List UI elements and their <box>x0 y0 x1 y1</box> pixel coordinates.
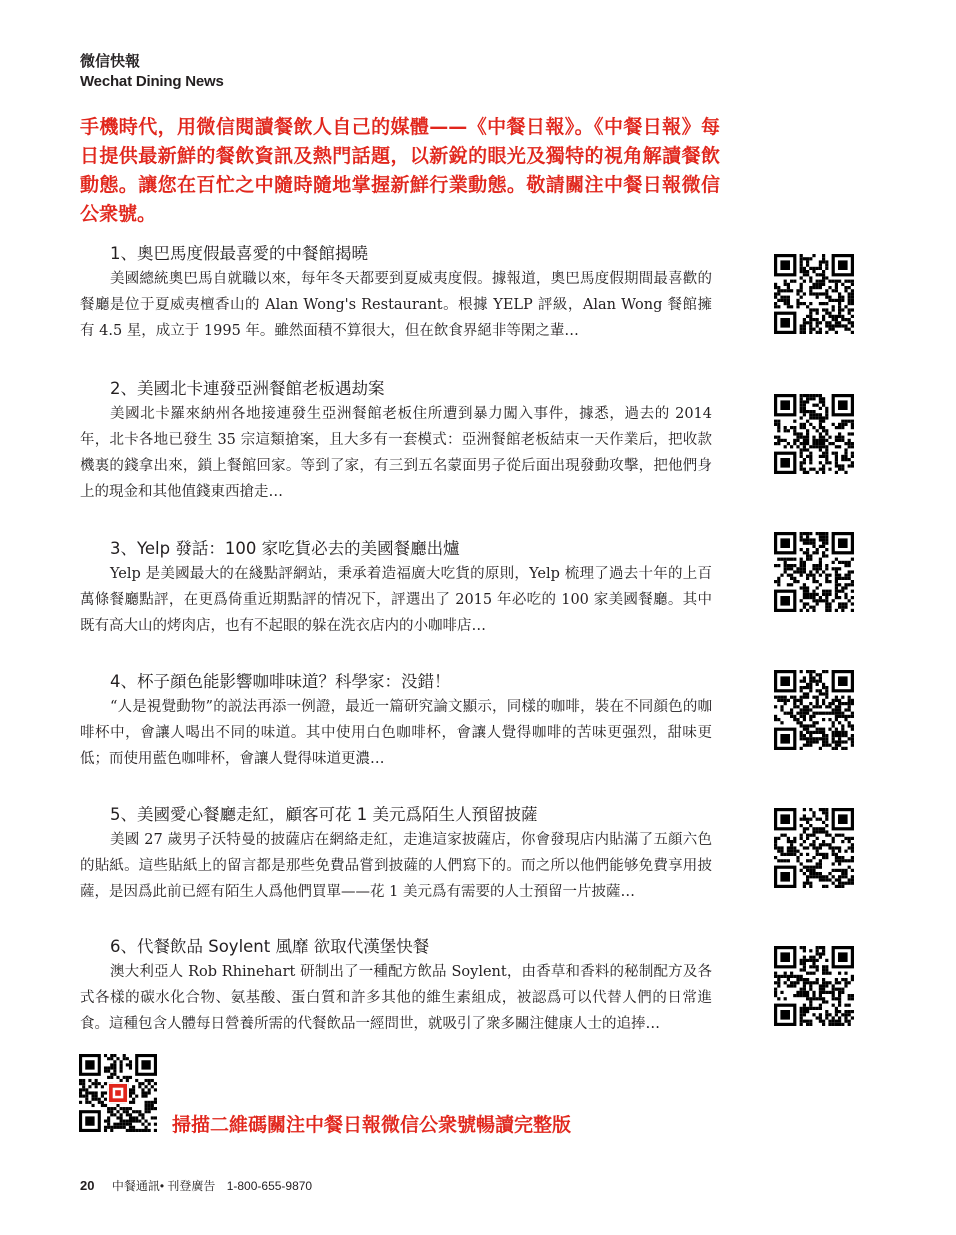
article-title: 1、奧巴馬度假最喜愛的中餐館揭曉 <box>110 244 368 263</box>
article-body: “人是視覺動物”的説法再添一例證，最近一篇研究論文顯示，同樣的咖啡，裝在不同顔色的咖啡杯中，會讓人喝出不同的味道。其中使用白色咖啡杯，會讓人覺得咖啡的苦味更强烈，甜味更低；而使用藍色咖啡杯，會讓人覺得味道更濃… <box>80 699 712 767</box>
article-body: 美國總統奧巴馬自就職以來，每年冬天都要到夏威夷度假。據報道，奧巴馬度假期間最喜歡的餐廳是位于夏威夷檀香山的 Alan Wong's Restaurant。根據 YELP 評級，Alan Wong 餐館擁有 4.5 星，成立于 1995 年。雖然面積不算很大，但在飲食界絕非等閑之輩… <box>80 271 712 339</box>
qr-code-icon[interactable] <box>774 946 854 1026</box>
article-title: 3、Yelp 發話：100 家吃貨必去的美國餐廳出爐 <box>110 539 460 558</box>
article-body: 澳大利亞人 Rob Rhinehart 研制出了一種配方飲品 Soylent，由香草和香料的秘制配方及各式各樣的碳水化合物、氨基酸、蛋白質和許多其他的維生素組成，被認爲可以代替人們的日常進食。這種包含人體每日營養所需的代餐飲品一經問世，就吸引了衆多關注健康人士的追捧… <box>80 964 712 1032</box>
footer-phone: 1-800-655-9870 <box>226 1179 313 1193</box>
qr-code-icon[interactable] <box>774 532 854 612</box>
article-body: 美國北卡羅來納州各地接連發生亞洲餐館老板住所遭到暴力闖入事件，據悉，過去的 2014 年，北卡各地已發生 35 宗這類搶案，且大多有一套模式：亞洲餐館老板結束一天作業后，把收款機裏的錢拿出來，鎖上餐館回家。等到了家，有三到五名蒙面男子從后面出現發動攻擊，把他們身上的現金和其他值錢東西搶走… <box>80 406 712 500</box>
footer-publication: 中餐通訊• 刊登廣告 <box>111 1179 216 1193</box>
page-number: 20 <box>80 1178 95 1193</box>
article-title: 5、美國愛心餐廳走紅，顧客可花 1 美元爲陌生人預留披薩 <box>110 805 538 824</box>
article-title: 4、杯子顔色能影響咖啡味道？科學家：没錯！ <box>110 672 451 691</box>
article-body: Yelp 是美國最大的在綫點評網站，秉承着造福廣大吃貨的原則，Yelp 梳理了過去十年的上百萬條餐廳點評，在更爲倚重近期點評的情况下，評選出了 2015 年必吃的 100 家美國餐廳。其中既有高大山的烤肉店，也有不起眼的躲在洗衣店内的小咖啡店… <box>80 566 712 634</box>
article-title: 2、美國北卡連發亞洲餐館老板遇劫案 <box>110 379 385 398</box>
intro-paragraph: 手機時代，用微信閱讀餐飲人自己的媒體——《中餐日報》。《中餐日報》每日提供最新鮮的餐飲資訊及熱門話題，以新銳的眼光及獨特的視角解讀餐飲動態。讓您在百忙之中隨時隨地掌握新鮮行業動態。敬請關注中餐日報微信公衆號。 <box>80 116 720 225</box>
qr-code-icon[interactable] <box>774 808 854 888</box>
qr-code-icon[interactable] <box>79 1054 157 1132</box>
qr-code-icon[interactable] <box>774 394 854 474</box>
article-body: 美國 27 歲男子沃特曼的披薩店在網絡走紅，走進這家披薩店，你會發現店内貼滿了五顔六色的貼紙。這些貼紙上的留言都是那些免費品嘗到披薩的人們寫下的。而之所以他們能够免費享用披薩，是因爲此前已經有陌生人爲他們買單——花 1 美元爲有需要的人士預留一片披薩… <box>80 832 712 900</box>
cta-text: 掃描二維碼關注中餐日報微信公衆號暢讀完整版 <box>172 1114 572 1136</box>
footer <box>80 1177 312 1194</box>
header-title-en: Wechat Dining News <box>80 73 224 90</box>
qr-code-icon[interactable] <box>774 670 854 750</box>
qr-code-icon[interactable] <box>774 254 854 334</box>
article-title: 6、代餐飲品 Soylent 風靡 欲取代漢堡快餐 <box>110 937 430 956</box>
header-title-zh: 微信快報 <box>80 52 141 70</box>
